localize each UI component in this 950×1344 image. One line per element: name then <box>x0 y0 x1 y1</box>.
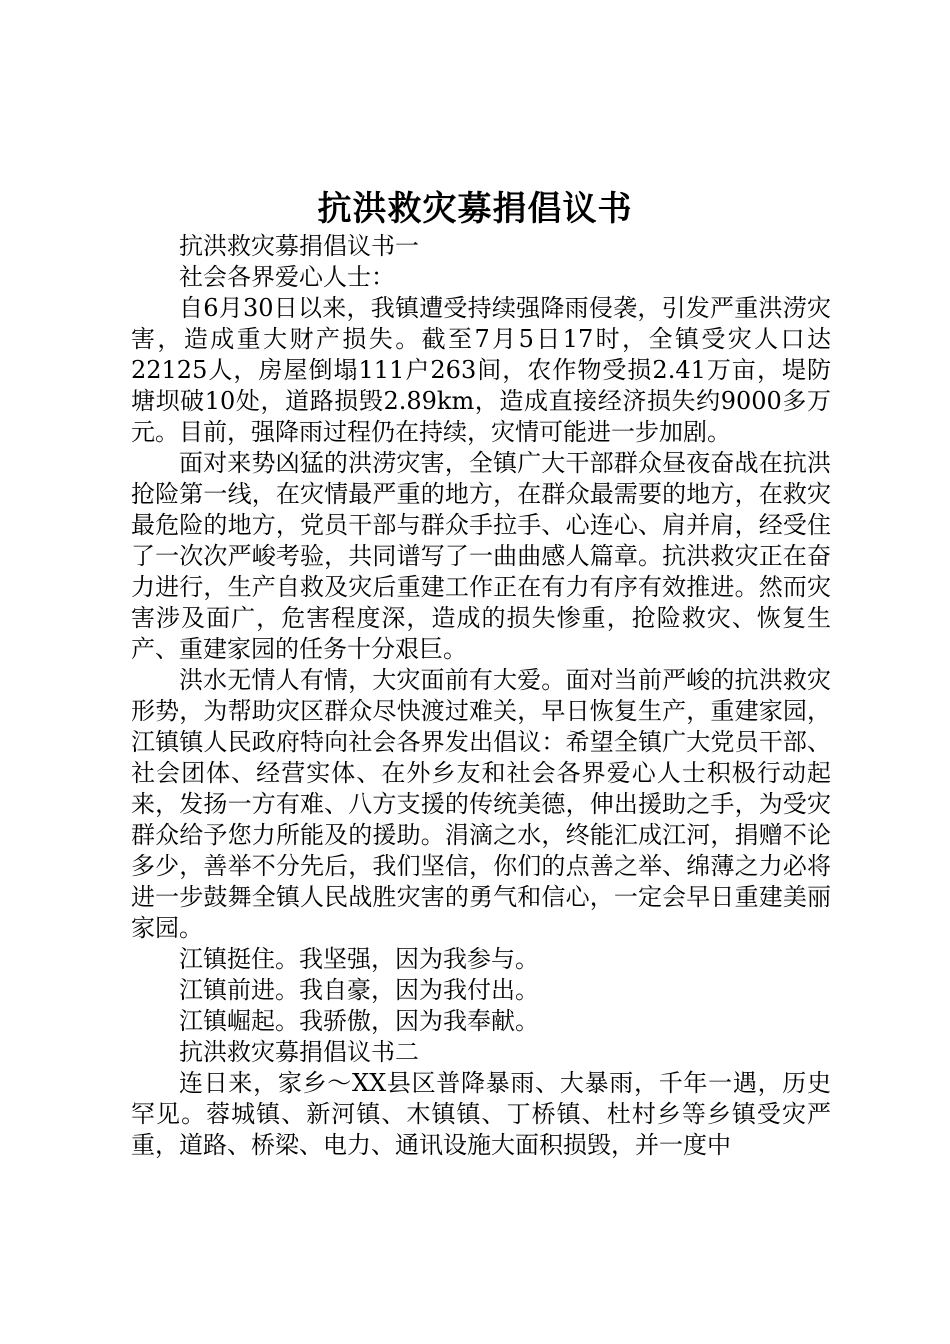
subtitle-part-one: 抗洪救灾募捐倡议书一 <box>179 232 419 260</box>
paragraph-disaster-summary: 自6月30日以来，我镇遭受持续强降雨侵袭，引发严重洪涝灾害，造成重大财产损失。截至7月5日17时，全镇受灾人口达22125人，房屋倒塌111户263间，农作物受损2.41万亩，堤防塘坝破10处，道路损毁2.89km，造成直接经济损失约9000多万元。目前，强降雨过程仍在持续，灾情可能进一步加剧。 <box>131 294 831 446</box>
paragraph-part-two-intro: 连日来，家乡～XX县区普降暴雨、大暴雨，千年一遇，历史罕见。蓉城镇、新河镇、木镇镇、丁桥镇、杜村乡等乡镇受灾严重，道路、桥梁、电力、通讯设施大面积损毁，并一度中 <box>131 1069 831 1159</box>
slogan-line-1: 江镇挺住。我坚强，因为我参与。 <box>179 945 539 973</box>
document-body <box>131 231 831 1161</box>
slogan-line-3: 江镇崛起。我骄傲，因为我奉献。 <box>179 1007 539 1035</box>
salutation: 社会各界爱心人士： <box>179 263 395 291</box>
document-title: 抗洪救灾募捐倡议书 <box>317 189 633 229</box>
paragraph-rescue-effort: 面对来势凶猛的洪涝灾害，全镇广大干部群众昼夜奋战在抗洪抢险第一线，在灾情最严重的地方，在群众最需要的地方，在救灾最危险的地方，党员干部与群众手拉手、心连心、肩并肩，经受住了一次次严峻考验，共同谱写了一曲曲感人篇章。抗洪救灾正在奋力进行，生产自救及灾后重建工作正在有力有序有效推进。然而灾害涉及面广，危害程度深，造成的损失惨重，抢险救灾、恢复生产、重建家园的任务十分艰巨。 <box>131 449 831 663</box>
slogan-line-2: 江镇前进。我自豪，因为我付出。 <box>179 976 539 1004</box>
subtitle-part-two: 抗洪救灾募捐倡议书二 <box>179 1038 419 1066</box>
paragraph-appeal: 洪水无情人有情，大灾面前有大爱。面对当前严峻的抗洪救灾形势，为帮助灾区群众尽快渡过难关，早日恢复生产，重建家园，江镇镇人民政府特向社会各界发出倡议：希望全镇广大党员干部、社会团体、经营实体、在外乡友和社会各界爱心人士积极行动起来，发扬一方有难、八方支援的传统美德，伸出援助之手，为受灾群众给予您力所能及的援助。涓滴之水，终能汇成江河，捐赠不论多少，善举不分先后，我们坚信，你们的点善之举、绵薄之力必将进一步鼓舞全镇人民战胜灾害的勇气和信心，一定会早日重建美丽家园。 <box>131 666 831 942</box>
